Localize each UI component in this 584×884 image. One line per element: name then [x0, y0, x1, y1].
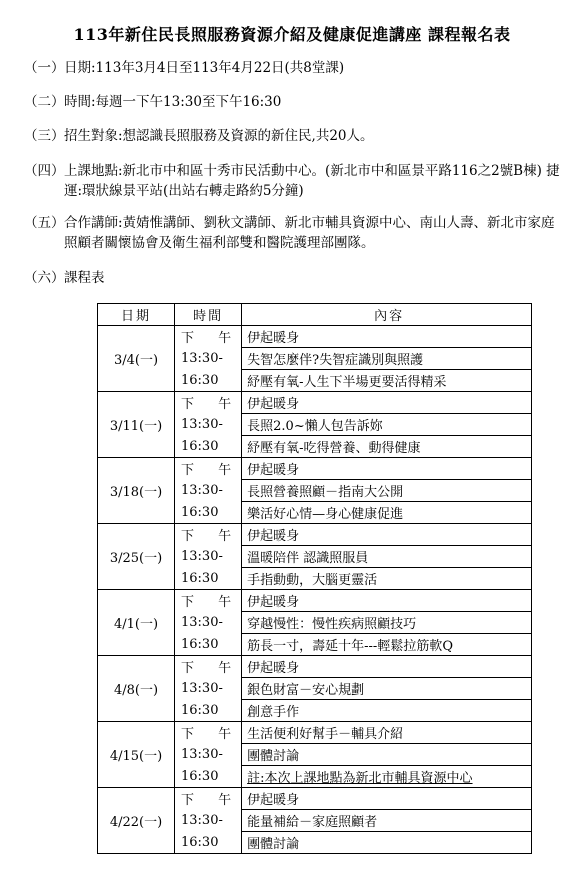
session-time: 下 午	[175, 458, 242, 480]
session-content	[242, 326, 532, 348]
info-item-date	[24, 58, 568, 78]
table-row	[98, 392, 532, 414]
session-time: 13:30-	[175, 612, 242, 634]
session-content	[242, 546, 532, 568]
info-item-time	[24, 92, 568, 112]
table-row	[98, 722, 532, 744]
session-content-text: 伊起暖身	[247, 661, 300, 676]
item-text: 課程表	[64, 270, 105, 286]
item-number: （一）	[24, 60, 65, 76]
session-content-text: 創意手作	[247, 705, 300, 720]
session-content	[242, 744, 532, 766]
header-time: 時間	[175, 304, 242, 326]
table-row	[98, 656, 532, 678]
session-content-text: 樂活好心情—身心健康促進	[247, 507, 404, 522]
session-content	[242, 722, 532, 744]
session-content	[242, 810, 532, 832]
item-text: 招生對象:想認識長照服務及資源的新住民,共20人。	[64, 128, 374, 144]
session-content-text: 手指動動，大腦更靈活	[247, 573, 378, 588]
session-time: 16:30	[175, 634, 242, 656]
info-item-location	[24, 161, 568, 201]
session-content	[242, 436, 532, 458]
session-time: 下 午	[175, 788, 242, 810]
session-content-text: 伊起暖身	[247, 529, 300, 544]
session-date: 4/15(一)	[98, 722, 175, 788]
session-content-text: 穿越慢性：慢性疾病照顧技巧	[247, 617, 417, 632]
session-time: 16:30	[175, 502, 242, 524]
header-date: 日期	[98, 304, 175, 326]
item-number: （二）	[24, 94, 65, 110]
session-time: 13:30-	[175, 414, 242, 436]
session-content	[242, 370, 532, 392]
session-time: 16:30	[175, 436, 242, 458]
course-schedule-table	[97, 303, 532, 854]
session-date: 3/4(一)	[98, 326, 175, 392]
session-content-text: 紓壓有氧-吃得營養、動得健康	[247, 441, 421, 456]
session-content	[242, 678, 532, 700]
session-content	[242, 348, 532, 370]
session-time: 下 午	[175, 722, 242, 744]
session-content-text: 伊起暖身	[247, 331, 300, 346]
session-time: 13:30-	[175, 744, 242, 766]
session-content-text: 伊起暖身	[247, 793, 300, 808]
item-number: （五）	[24, 215, 65, 231]
page-title: 113年新住民長照服務資源介紹及健康促進講座 課程報名表	[73, 25, 511, 44]
session-time: 16:30	[175, 370, 242, 392]
session-content	[242, 634, 532, 656]
session-time: 16:30	[175, 568, 242, 590]
session-content-text: 團體討論	[247, 749, 300, 764]
table-row	[98, 524, 532, 546]
session-content-text: 團體討論	[247, 837, 300, 852]
session-content	[242, 524, 532, 546]
session-date: 3/18(一)	[98, 458, 175, 524]
item-number: （六）	[24, 270, 65, 286]
session-time: 下 午	[175, 524, 242, 546]
session-content-text: 生活便利好幫手－輔具介紹	[247, 727, 404, 742]
session-content	[242, 700, 532, 722]
session-content	[242, 656, 532, 678]
header-content: 內容	[242, 304, 532, 326]
session-date: 3/25(一)	[98, 524, 175, 590]
session-content-text: 銀色財富－安心規劃	[247, 683, 365, 698]
session-content-text: 伊起暖身	[247, 397, 300, 412]
session-date: 4/1(一)	[98, 590, 175, 656]
table-row	[98, 458, 532, 480]
session-content-text: 紓壓有氧-人生下半場更要活得精采	[247, 375, 447, 390]
table-row	[98, 590, 532, 612]
session-content	[242, 392, 532, 414]
session-content	[242, 502, 532, 524]
session-date: 3/11(一)	[98, 392, 175, 458]
session-content	[242, 832, 532, 854]
item-text: 時間:每週一下午13:30至下午16:30	[64, 94, 282, 110]
item-text: 日期:113年3月4日至113年4月22日(共8堂課)	[64, 60, 345, 76]
session-time: 13:30-	[175, 348, 242, 370]
session-date: 4/22(一)	[98, 788, 175, 854]
session-content	[242, 414, 532, 436]
session-content-text: 註:本次上課地點為新北市輔具資源中心	[247, 771, 473, 786]
item-text: 合作講師:黃婧惟講師、劉秋文講師、新北市輔具資源中心、南山人壽、新北市家庭照顧者關懷協會及衛生福利部雙和醫院護理部團隊。	[64, 215, 555, 251]
session-time: 16:30	[175, 700, 242, 722]
session-content-text: 筋長一寸，壽延十年---輕鬆拉筋軟Q	[247, 639, 453, 654]
session-time: 下 午	[175, 590, 242, 612]
table-row	[98, 326, 532, 348]
session-date: 4/8(一)	[98, 656, 175, 722]
session-time: 13:30-	[175, 810, 242, 832]
session-content	[242, 612, 532, 634]
table-row	[98, 788, 532, 810]
session-content	[242, 480, 532, 502]
session-content-text: 伊起暖身	[247, 595, 300, 610]
session-time: 13:30-	[175, 546, 242, 568]
session-content	[242, 568, 532, 590]
session-time: 下 午	[175, 656, 242, 678]
session-time: 下 午	[175, 326, 242, 348]
session-content	[242, 458, 532, 480]
session-content	[242, 766, 532, 788]
session-content	[242, 788, 532, 810]
info-item-audience	[24, 126, 568, 146]
item-number: （四）	[24, 163, 65, 179]
info-item-lecturers	[24, 213, 568, 253]
session-content-text: 伊起暖身	[247, 463, 300, 478]
info-item-schedule	[24, 268, 568, 288]
session-content-text: 失智怎麼伴?失智症識別與照護	[247, 353, 424, 368]
session-content-text: 能量補給－家庭照顧者	[247, 815, 378, 830]
session-content	[242, 590, 532, 612]
table-header-row	[98, 304, 532, 326]
session-time: 16:30	[175, 766, 242, 788]
session-content-text: 長照2.0~懶人包告訴妳	[247, 419, 383, 434]
session-time: 16:30	[175, 832, 242, 854]
item-text: 上課地點:新北市中和區十秀市民活動中心。(新北市中和區景平路116之2號B棟) 捷運:環狀線景平站(出站右轉走路約5分鐘)	[64, 163, 560, 199]
item-number: （三）	[24, 128, 65, 144]
session-content-text: 長照營養照顧－指南大公開	[247, 485, 404, 500]
session-time: 下 午	[175, 392, 242, 414]
table-body	[98, 326, 532, 854]
session-content-text: 溫暖陪伴 認識照服員	[247, 551, 369, 566]
session-time: 13:30-	[175, 480, 242, 502]
session-time: 13:30-	[175, 678, 242, 700]
